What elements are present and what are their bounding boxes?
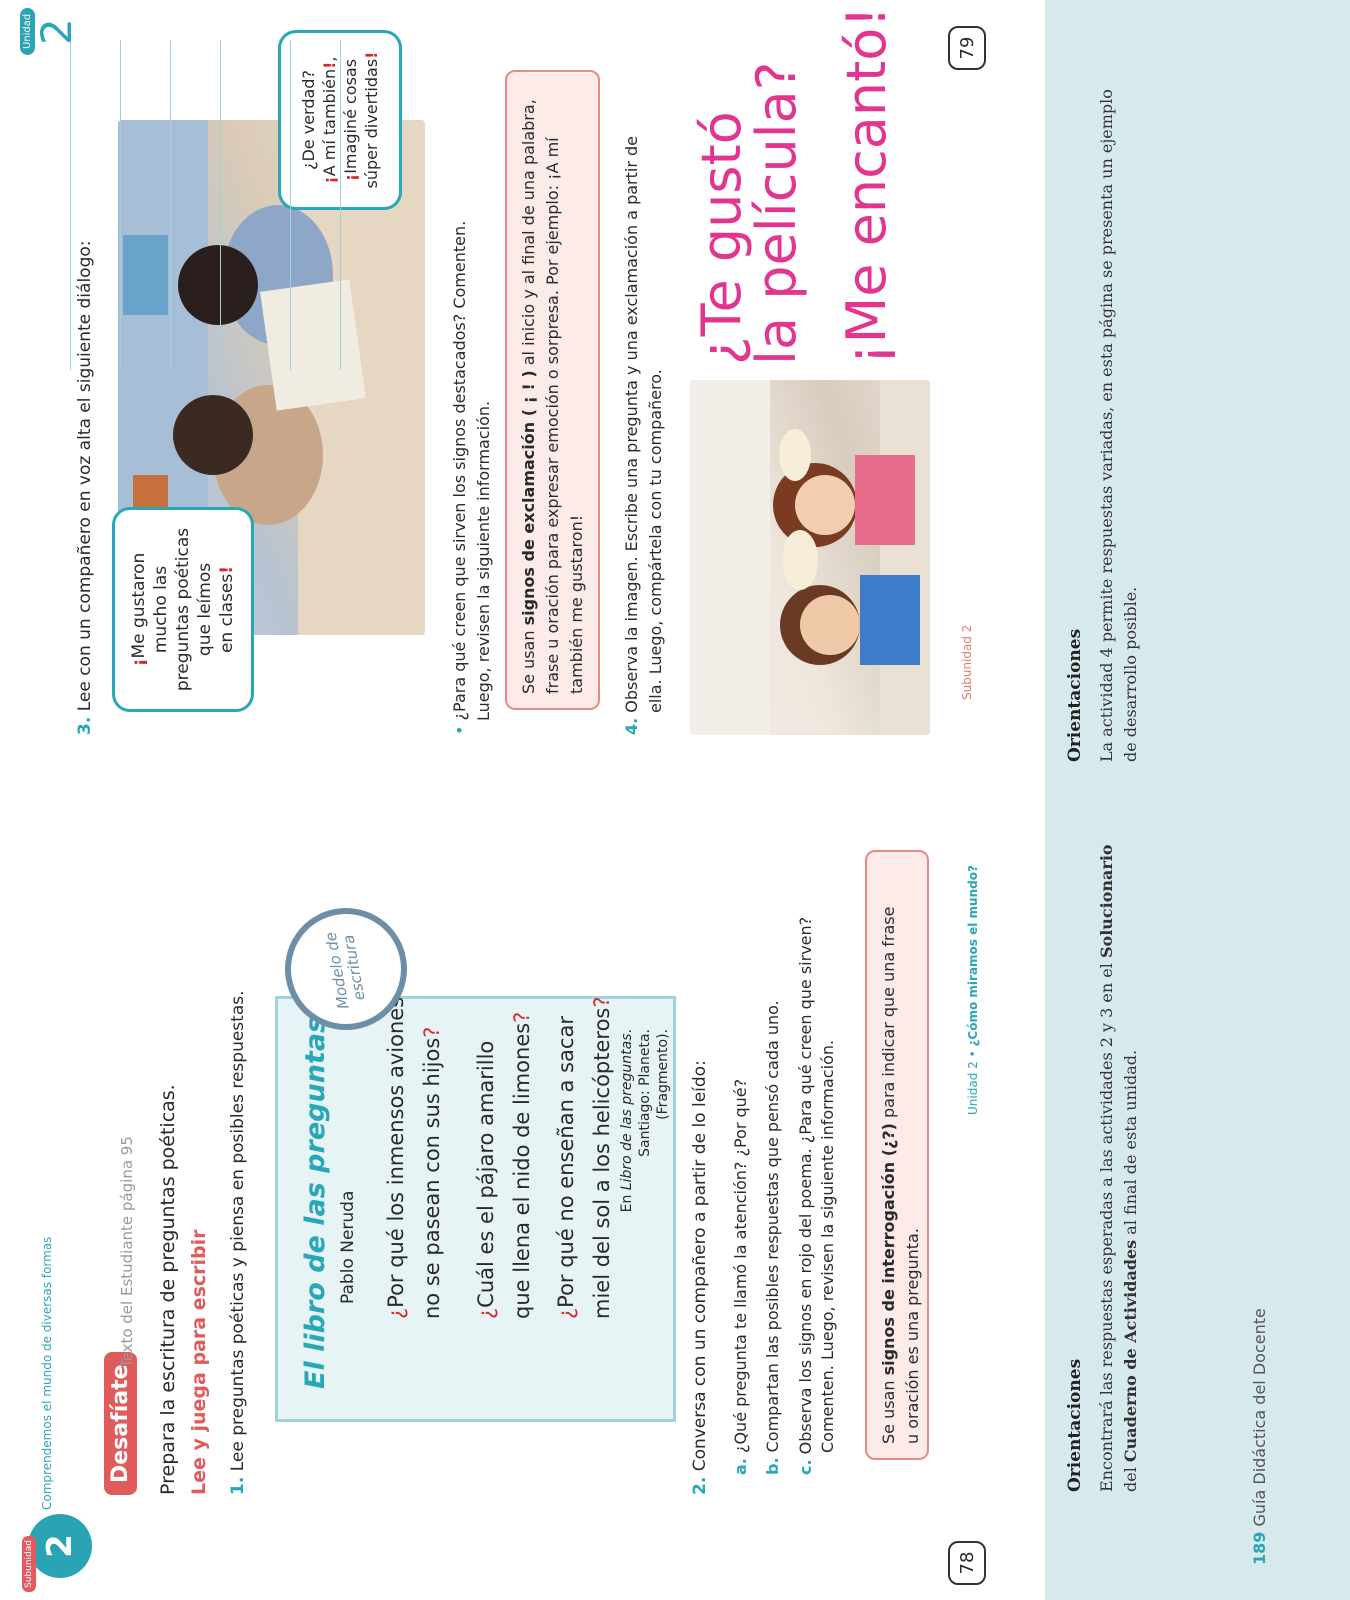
guide-text-post: al final de esta unidad. (1121, 1049, 1140, 1240)
handwritten-question-line1: ¿Te gustó (690, 111, 753, 365)
info-pre: Se usan (519, 625, 538, 694)
activity-4 (620, 136, 668, 735)
activity-text: Observa la imagen. Escribe una pregunta y una exclamación a partir de (622, 136, 641, 713)
verse-line: no se pasean con sus hijos (420, 1037, 444, 1319)
info-line3: también me gustaron! (567, 514, 586, 694)
guide-page-number: 189 (1250, 1531, 1269, 1565)
guide-text-pre: Encontrará las respuestas esperadas a las actividades 2 y 3 en el (1097, 958, 1116, 1492)
bubble-line: súper divertidas (362, 58, 381, 189)
page-78 (0, 799, 1045, 1600)
verse-line: Por qué no enseñan a sacar (554, 1016, 578, 1308)
verse-line: Cuál es el pájaro amarillo (474, 1040, 498, 1308)
poem-verse (548, 996, 620, 1319)
guide-footer (1250, 1308, 1269, 1565)
bubble-line: A mí también (320, 68, 339, 177)
item-letter: c. (796, 1459, 815, 1475)
page-number: 78 (948, 1541, 986, 1585)
bullet-line: ¿Para qué creen que sirven los signos destacados? Comenten. (450, 220, 469, 721)
source-prefix: En (619, 1190, 635, 1213)
info-post: al inicio y al final de una palabra, (519, 99, 538, 371)
question-marks-info-box (865, 850, 929, 1460)
activity-number: 4. (622, 717, 641, 735)
item-letter: b. (763, 1457, 782, 1475)
guide-heading-left: Orientaciones (1065, 1358, 1085, 1492)
poem-title: El libro de las preguntas (300, 1016, 331, 1389)
verse-line: Por qué los inmensos aviones (384, 996, 408, 1308)
writing-line (340, 40, 341, 370)
info-bold: signos de exclamación ( ¡ ! ) (519, 370, 538, 626)
footer-unit: Unidad 2 • (966, 1046, 980, 1115)
children-popcorn-photo (690, 380, 930, 735)
verse-line: que llena el nido de limones (510, 1022, 534, 1319)
item-text: ¿Qué pregunta te llamó la atención? ¿Por qué? (731, 1078, 750, 1454)
exclamation-open-mark: ¡ (341, 173, 360, 182)
activity-2a (730, 1079, 752, 1475)
page-number: 79 (948, 26, 986, 70)
exclamation-info-box (505, 70, 600, 710)
activity-number: 1. (228, 1476, 248, 1495)
activity-text: Lee preguntas poéticas y piensa en posibles respuestas. (228, 990, 248, 1472)
handwritten-exclamation: ¡Me encantó! (835, 6, 898, 365)
poem-verse (378, 997, 450, 1319)
poem-verse (468, 1012, 540, 1319)
student-text-reference: Texto del Estudiante página 95 (118, 1136, 136, 1368)
info-line2: u oración es una pregunta. (903, 1228, 922, 1444)
handwritten-question-line2: la película? (745, 61, 808, 365)
challenge-tag: Desafíate (104, 1352, 137, 1495)
source-suffix: . Santiago: Planeta. (619, 1029, 653, 1157)
bubble-line: Imaginé cosas (341, 58, 360, 174)
guide-heading-right: Orientaciones (1065, 628, 1085, 762)
activity-number: 2. (690, 1476, 710, 1495)
question-open-mark: ¿ (474, 1307, 498, 1319)
exclamation-close-mark: ! (217, 565, 237, 574)
bubble-line: en clases (217, 573, 237, 654)
speech-bubble-left (112, 507, 254, 712)
activity-2c (795, 917, 839, 1475)
footer-title: ¿Cómo miramos el mundo? (966, 865, 980, 1047)
question-open-mark: ¿ (384, 1307, 408, 1319)
bubble-line: mucho las (151, 565, 171, 654)
bubble-comma: , (320, 56, 339, 62)
page-79 (0, 0, 1045, 800)
unit-number: 2 (32, 18, 81, 45)
activity-number: 3. (75, 716, 95, 735)
info-line2: frase u oración para expresar emoción o sorpresa. Por ejemplo: ¡A mí (543, 137, 562, 694)
guide-title: Guía Didáctica del Docente (1250, 1308, 1269, 1527)
activity-1 (228, 990, 248, 1495)
question-open-mark: ¿ (554, 1307, 578, 1319)
question-close-mark: ? (510, 1011, 534, 1023)
children-popcorn-illustration (690, 380, 930, 735)
exclamation-open-mark: ¡ (129, 658, 149, 667)
bullet-icon: • (450, 720, 469, 735)
guide-text-right: La actividad 4 permite respuestas variadas, en esta página se presenta un ejemplo de desarrollo posible. (1097, 89, 1140, 762)
guide-bold: Solucionario (1097, 844, 1116, 959)
verse-line: miel del sol a los helicópteros (590, 1007, 614, 1319)
item-text-cont: Comenten. Luego, revisen la siguiente información. (818, 1039, 837, 1453)
activity-text: Conversa con un compañero a partir de lo leído: (690, 1060, 710, 1472)
bullet-line: Luego, revisen la siguiente información. (474, 400, 493, 721)
subunit-footer: Subunidad 2 (960, 624, 974, 700)
exclamation-open-mark: ¡ (320, 176, 339, 184)
subunit-badge-label: Subunidad (22, 1536, 36, 1592)
question-close-mark: ? (420, 1026, 444, 1038)
intro-text: Prepara la escritura de preguntas poéticas. (157, 1084, 179, 1495)
poem-box (275, 996, 676, 1422)
unit-badge: Unidad (20, 8, 35, 55)
activity-2 (690, 1060, 710, 1495)
activity-3 (75, 241, 95, 736)
activity-text: Lee con un compañero en voz alta el siguiente diálogo: (75, 240, 95, 712)
writing-line (290, 40, 291, 370)
source-title: Libro de las preguntas (619, 1033, 635, 1191)
source-note: (Fragmento). (655, 1029, 671, 1120)
bubble-line: ¿De verdad? (299, 70, 318, 170)
bubble-line: Me gustaron (129, 552, 149, 659)
writing-line (70, 40, 71, 370)
item-text: Compartan las posibles respuestas que pensó cada uno. (763, 1000, 782, 1453)
bubble-line: que leímos (195, 562, 215, 657)
stamp-text: Modelo de escritura (321, 930, 369, 1011)
activity-text-cont: ella. Luego, compártela con tu compañero. (646, 369, 665, 713)
teacher-guide-strip (1045, 0, 1350, 1600)
bubble-line: preguntas poéticas (173, 527, 193, 692)
guide-text-left (1095, 822, 1143, 1492)
exclamation-close-mark: ! (362, 51, 381, 59)
activity-2b (762, 1000, 784, 1475)
activity-3-bullet (448, 221, 496, 735)
section-label: Comprendemos el mundo de diversas formas (40, 1236, 54, 1510)
guide-bold: Cuaderno de Actividades (1121, 1239, 1140, 1463)
item-letter: a. (731, 1458, 750, 1475)
item-text: Observa los signos en rojo del poema. ¿Para qué creen que sirven? (796, 916, 815, 1455)
info-pre: Se usan (879, 1375, 898, 1444)
question-close-mark: ? (590, 996, 614, 1008)
writing-line (170, 40, 171, 370)
section-title: Lee y juega para escribir (188, 1229, 210, 1495)
unit-footer (966, 865, 980, 1115)
poem-author: Pablo Neruda (338, 1190, 358, 1304)
writing-line (120, 40, 121, 370)
info-bold: signos de interrogación (¿?) (879, 1123, 898, 1376)
subunit-badge: 2 (28, 1514, 92, 1578)
exclamation-close-mark: ! (320, 61, 339, 69)
poem-source (618, 1029, 672, 1229)
writing-line (220, 40, 221, 370)
guide-text-mid: del (1121, 1462, 1140, 1492)
info-post: para indicar que una frase (879, 906, 898, 1124)
